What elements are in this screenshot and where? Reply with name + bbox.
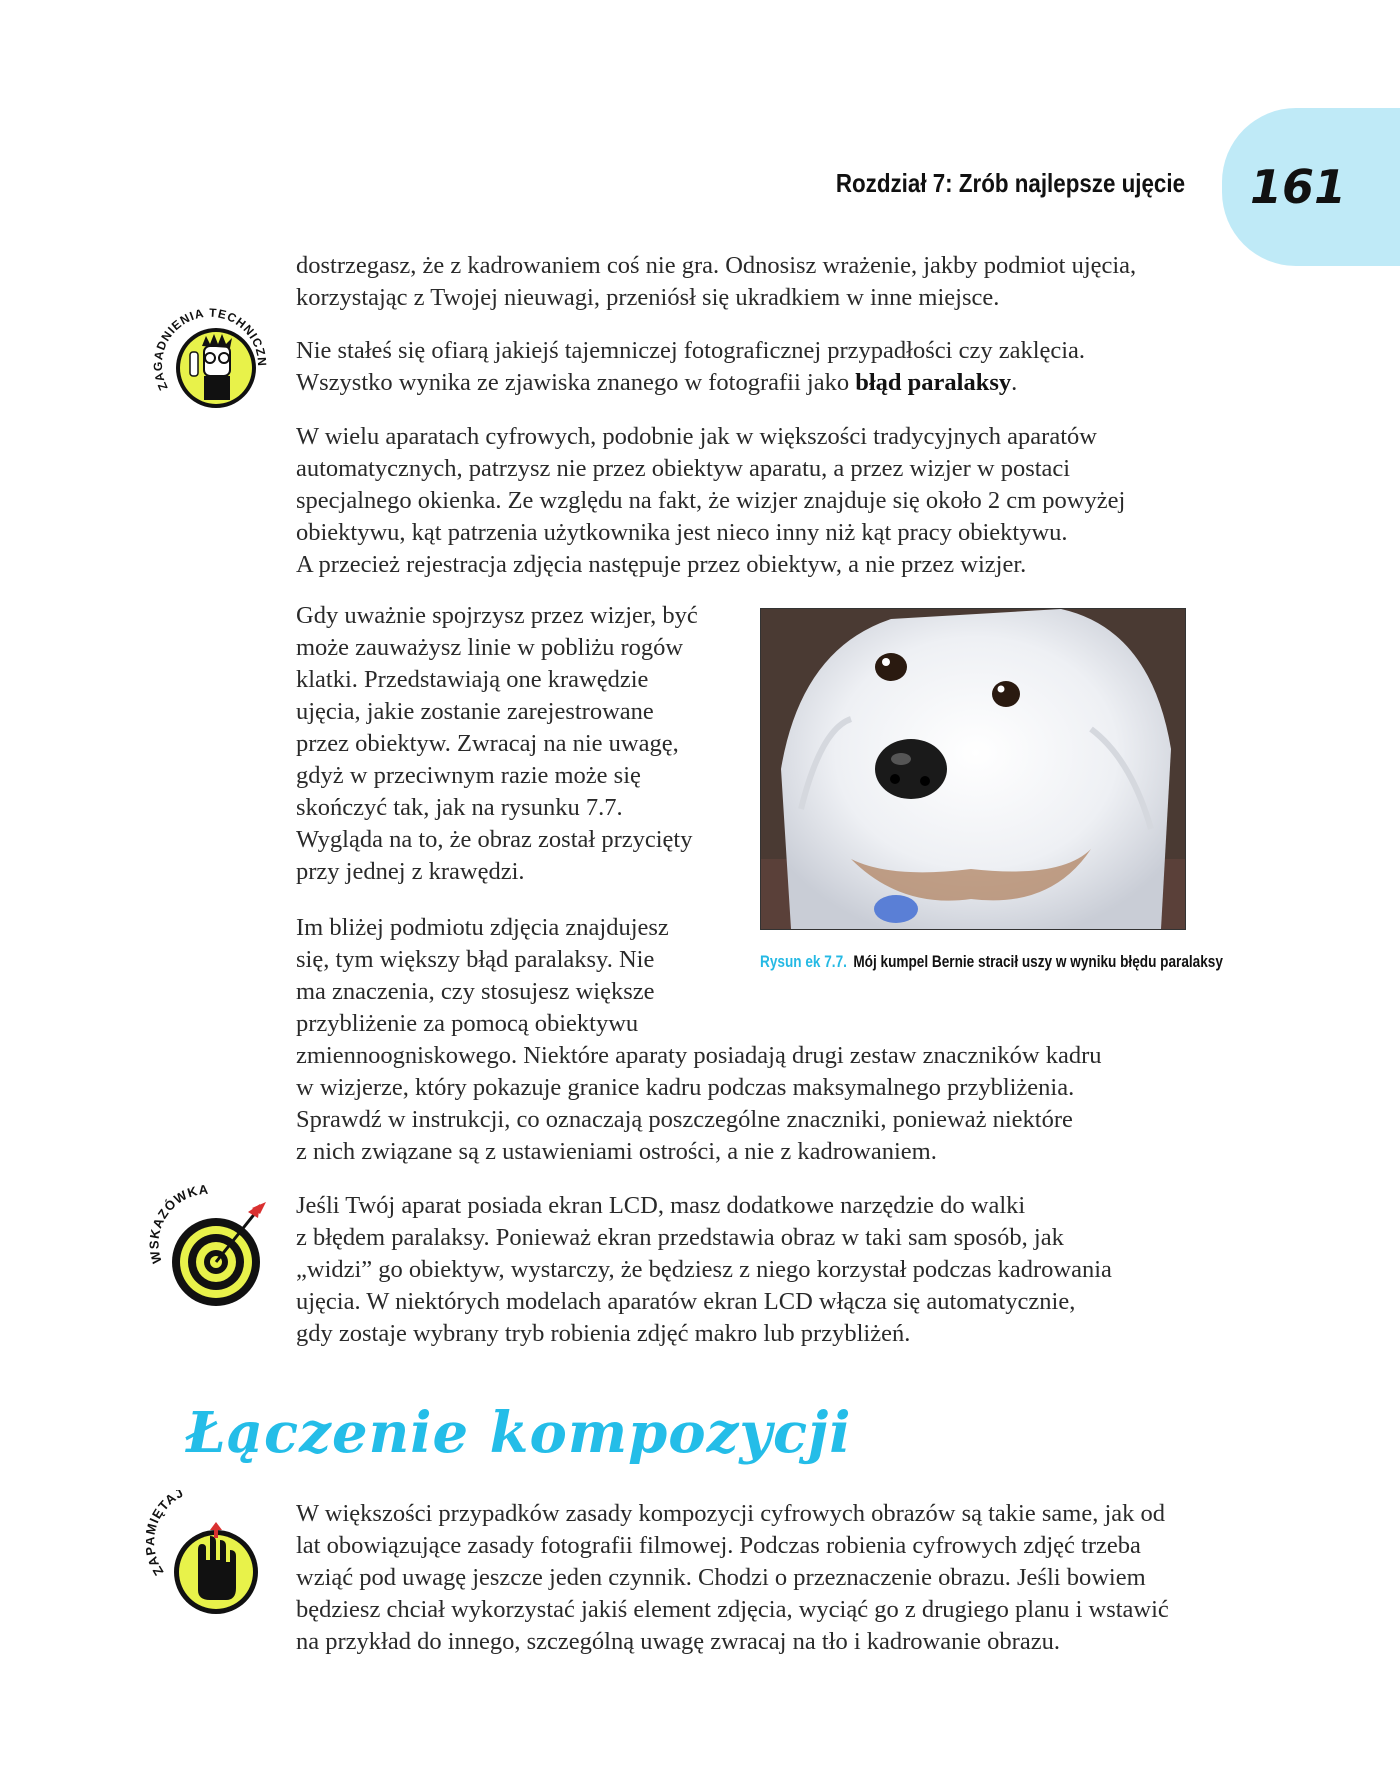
text-line: ma znaczenia, czy stosujesz większe <box>296 978 655 1005</box>
text-line: Nie stałeś się ofiarą jakiejś tajemniczej fotograficznej przypadłości czy zaklęcia. <box>296 337 1086 364</box>
svg-text:ZAGADNIENIA TECHNICZNE: ZAGADNIENIA TECHNICZN <box>150 305 270 393</box>
text-line: z nich związane są z ustawieniami ostrości, a nie z kadrowaniem. <box>296 1138 937 1165</box>
text-line: przez obiektyw. Zwracaj na nie uwagę, <box>296 730 679 757</box>
text-line: Wygląda na to, że obraz został przycięty <box>296 826 693 853</box>
page-number: 161 <box>1249 160 1347 214</box>
text-line: z błędem paralaksy. Ponieważ ekran przedstawia obraz w taki sam sposób, jak <box>296 1224 1064 1251</box>
technical-stuff-icon <box>146 296 276 426</box>
paragraph-6 <box>296 1190 1196 1350</box>
bold-term: błąd paralaksy <box>855 369 1012 396</box>
text-line: ujęcia. W niektórych modelach aparatów ekran LCD włącza się automatycznie, <box>296 1288 1076 1315</box>
text-line: specjalnego okienka. Ze względu na fakt, że wizjer znajduje się około 2 cm powyżej <box>296 487 1126 514</box>
text-line: wziąć pod uwagę jeszcze jeden czynnik. Chodzi o przeznaczenie obrazu. Jeśli bowiem <box>296 1564 1146 1591</box>
text-line: na przykład do innego, szczególną uwagę zwracaj na tło i kadrowanie obrazu. <box>296 1628 1060 1655</box>
text-line: automatycznych, patrzysz nie przez obiektyw aparatu, a przez wizjer w postaci <box>296 455 1071 482</box>
text-line: skończyć tak, jak na rysunku 7.7. <box>296 794 623 821</box>
text-line: będziesz chciał wykorzystać jakiś element zdjęcia, wyciąć go z drugiego planu i wstawić <box>296 1596 1169 1623</box>
text-line: klatki. Przedstawiają one krawędzie <box>296 666 649 693</box>
text-line: przybliżenie za pomocą obiektywu <box>296 1010 639 1037</box>
paragraph-5-narrow <box>296 912 736 1040</box>
text-line: obiektywu, kąt patrzenia użytkownika jest nieco inny niż kąt pracy obiektywu. <box>296 519 1068 546</box>
text-line: w wizjerze, który pokazuje granice kadru podczas maksymalnego przybliżenia. <box>296 1074 1075 1101</box>
text-line: Wszystko wynika ze zjawiska znanego w fotografii jako <box>296 369 856 396</box>
text-line: dostrzegasz, że z kadrowaniem coś nie gra. Odnosisz wrażenie, jakby podmiot ujęcia, <box>296 252 1137 279</box>
text-line: lat obowiązujące zasady fotografii filmowej. Podczas robienia cyfrowych zdjęć trzeba <box>296 1532 1141 1559</box>
section-heading: Łączenie kompozycji <box>186 1400 852 1466</box>
text-punctuation: . <box>1011 369 1018 396</box>
text-line: ujęcia, jakie zostanie zarejestrowane <box>296 698 654 725</box>
tip-icon <box>144 1182 276 1314</box>
figure-caption <box>760 952 1223 972</box>
paragraph-5-wide <box>296 1040 1196 1168</box>
text-line: może zauważysz linie w pobliżu rogów <box>296 634 684 661</box>
text-line: zmiennoogniskowego. Niektóre aparaty posiadają drugi zestaw znaczników kadru <box>296 1042 1102 1069</box>
figure-photo-dog <box>760 608 1186 930</box>
text-line: korzystając z Twojej nieuwagi, przeniósł się ukradkiem w inne miejsce. <box>296 284 1000 311</box>
figure-caption-text: Mój kumpel Bernie stracił uszy w wyniku błędu paralaksy <box>853 952 1223 971</box>
text-line: gdyż w przeciwnym razie może się <box>296 762 641 789</box>
remember-icon <box>146 1490 276 1620</box>
svg-text:WSKAZÓWKA: WSKAZÓWKA <box>146 1182 210 1265</box>
text-line: W wielu aparatach cyfrowych, podobnie jak w większości tradycyjnych aparatów <box>296 423 1097 450</box>
text-line: Sprawdź w instrukcji, co oznaczają poszczególne znaczniki, ponieważ niektóre <box>296 1106 1073 1133</box>
svg-text:ZAPAMIĘTAJ: ZA IĘTAJ <box>146 1490 187 1579</box>
text-line: W większości przypadków zasady kompozycji cyfrowych obrazów są takie same, jak od <box>296 1500 1166 1527</box>
text-line: Gdy uważnie spojrzysz przez wizjer, być <box>296 602 698 629</box>
paragraph-3 <box>296 421 1196 581</box>
text-line: się, tym większy błąd paralaksy. Nie <box>296 946 655 973</box>
text-line: przy jednej z krawędzi. <box>296 858 525 885</box>
figure-caption-label: Rysun ek 7.7. <box>760 952 847 971</box>
paragraph-7 <box>296 1498 1196 1658</box>
text-line: Im bliżej podmiotu zdjęcia znajdujesz <box>296 914 669 941</box>
paragraph-4 <box>296 600 736 888</box>
paragraph-2 <box>296 335 1196 399</box>
text-line: Jeśli Twój aparat posiada ekran LCD, masz dodatkowe narzędzie do walki <box>296 1192 1026 1219</box>
chapter-header: Rozdział 7: Zrób najlepsze ujęcie <box>835 168 1185 198</box>
text-line: gdy zostaje wybrany tryb robienia zdjęć makro lub przybliżeń. <box>296 1320 911 1347</box>
paragraph-1 <box>296 250 1196 314</box>
text-line: A przecież rejestracja zdjęcia następuje przez obiektyw, a nie przez wizjer. <box>296 551 1027 578</box>
text-line: „widzi” go obiektyw, wystarczy, że będziesz z niego korzystał podczas kadrowania <box>296 1256 1112 1283</box>
